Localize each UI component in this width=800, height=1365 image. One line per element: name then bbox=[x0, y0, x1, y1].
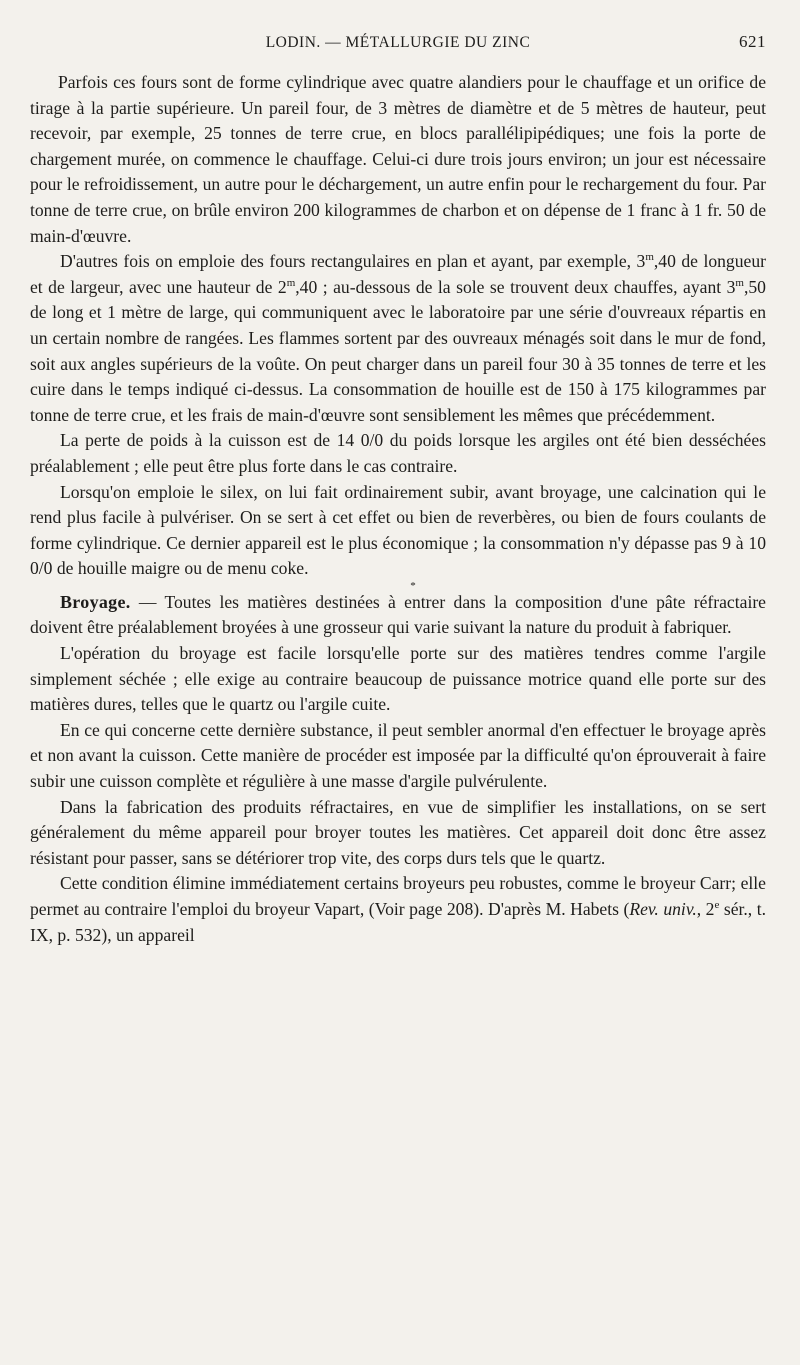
paragraph-2-part-c: ,40 ; au-dessous de la sole se trouvent deux chauffes, ayant 3 bbox=[295, 276, 736, 297]
citation-title: Rev. univ. bbox=[629, 899, 697, 919]
paragraph-6: L'opération du broyage est facile lorsqu'elle porte sur des matières tendres comme l'argile simplement séchée ; elle exige au contraire beaucoup de puissance motrice quand elle porte sur des matières dures, telles que le quartz ou l'argile cuite. bbox=[30, 643, 766, 715]
paragraph-9-part-c: sér., t. IX, p. 532), un appareil bbox=[30, 899, 766, 945]
paragraph-2-part-d: ,50 de long et 1 mètre de large, qui communiquent avec le laboratoire par une série d'ouvreaux répartis en un certain nombre de rangées. Les flammes sortent par des ouvreaux ménagés soit dans le mur de fond, soit aux angles supérieurs de la voûte. On peut charger dans un pareil four 30 à 35 tonnes de terre et les cuire dans le temps indiqué ci-dessus. La consommation de houille est de 150 à 175 kilogrammes par tonne de terre crue, et les frais de main-d'œuvre sont sensiblement les mêmes que précédemment. bbox=[30, 276, 766, 425]
page-number: 621 bbox=[739, 32, 766, 51]
paragraph-8: Dans la fabrication des produits réfractaires, en vue de simplifier les installations, on se sert généralement du même appareil pour broyer toutes les matières. Cet appareil doit donc être assez résistant pour passer, sans se détériorer trop vite, des corps durs tels que le quartz. bbox=[30, 796, 766, 868]
paragraph-9 bbox=[30, 871, 766, 948]
paragraph-2 bbox=[30, 249, 766, 428]
running-head bbox=[30, 30, 766, 60]
paragraph-3: La perte de poids à la cuisson est de 14 0/0 du poids lorsque les argiles ont été bien desséchées préalablement ; elle peut être plus forte dans le cas contraire. bbox=[30, 430, 766, 476]
paragraph-7: En ce qui concerne cette dernière substance, il peut sembler anormal d'en effectuer le broyage après et non avant la cuisson. Cette manière de procéder est imposée par la difficulté qu'on éprouverait à faire subir une cuisson complète et régulière à une masse d'argile pulvérulente. bbox=[30, 719, 766, 792]
paragraph-9-part-b: , 2 bbox=[696, 899, 715, 919]
paragraph-5 bbox=[30, 590, 766, 641]
superscript-e: e bbox=[714, 899, 720, 912]
paragraph-2-part-b: ,40 de longueur et de largeur, avec une hauteur de 2 bbox=[30, 251, 766, 297]
superscript-m: m bbox=[735, 276, 744, 289]
paragraph-2-part-a: D'autres fois on emploie des fours rectangulaires en plan et ayant, par exemple, 3 bbox=[60, 251, 646, 272]
section-heading-broyage: Broyage. bbox=[60, 591, 131, 612]
paragraph-9-part-a: Cette condition élimine immédiatement certains broyeurs peu robustes, comme le broyeur Carr; elle permet au contraire l'emploi du broyeur Vapart, (Voir page 208). D'après M. Habets ( bbox=[30, 873, 766, 919]
text-body bbox=[30, 70, 766, 948]
paragraph-1: Parfois ces fours sont de forme cylindrique avec quatre alandiers pour le chauffage et un orifice de tirage à la partie supérieure. Un pareil four, de 3 mètres de diamètre et de 5 mètres de hauteur, peut recevoir, par exemple, 25 tonnes de terre crue, en blocs parallélipipédiques; une fois la porte de chargement murée, on commence le chauffage. Celui-ci dure trois jours environ; un jour est nécessaire pour le refroidissement, un autre pour le déchargement, un autre enfin pour le rechargement du four. Par tonne de terre crue, on brûle environ 200 kilogrammes de charbon et on dépense de 1 franc à 1 fr. 50 de main-d'œuvre. bbox=[30, 72, 766, 246]
section-ornament: * bbox=[410, 579, 416, 592]
superscript-m: m bbox=[286, 276, 296, 289]
paragraph-4: Lorsqu'on emploie le silex, on lui fait ordinairement subir, avant broyage, une calcination qui le rend plus facile à pulvériser. On se sert à cet effet ou bien de reverbères, ou bien de fours coulants de forme cylindrique. Ce dernier appareil est le plus économique ; la consommation n'y dépasse pas 9 à 10 0/0 de houille maigre ou de menu coke. bbox=[30, 481, 766, 579]
running-title: LODIN. — MÉTALLURGIE DU ZINC bbox=[265, 34, 531, 51]
superscript-m: m bbox=[645, 251, 654, 264]
paragraph-5-text: — Toutes les matières destinées à entrer dans la composition d'une pâte réfractaire doivent être préalablement broyées à une grosseur qui varie suivant la nature du produit à fabriquer. bbox=[30, 591, 766, 638]
